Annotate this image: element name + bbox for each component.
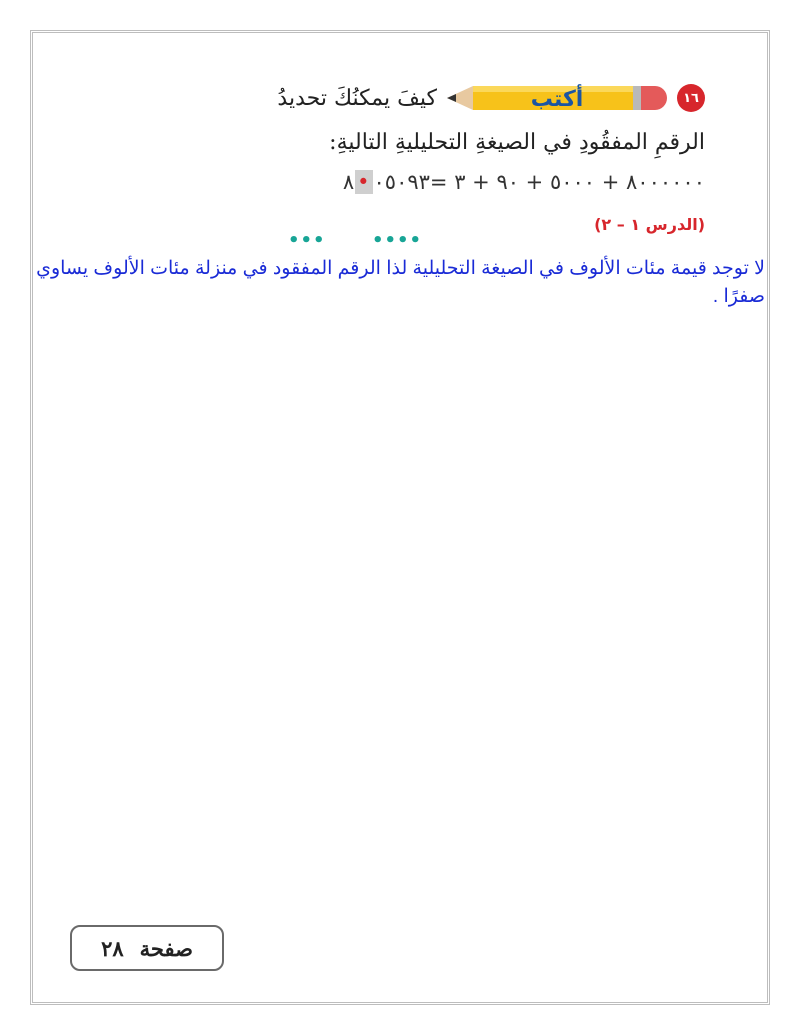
equation-right: = ٨٠٠٠٠٠٠ + ٥٠٠٠ + ٩٠ + ٣ xyxy=(429,170,705,194)
prompt-line-1: كيفَ يمكنُكَ تحديدُ xyxy=(277,85,437,111)
prompt-line-2: الرقمِ المفقُودِ في الصيغةِ التحليليةِ التاليةِ: xyxy=(329,130,705,155)
page-number: ٢٨ xyxy=(101,935,124,961)
decorative-dots-right: •••• xyxy=(372,230,423,251)
equation-left-prefix: ٨ xyxy=(342,170,355,194)
pencil-icon xyxy=(447,78,667,118)
equation-left-suffix: ٠٥٠٩٣ xyxy=(373,170,430,194)
page-label: صفحة xyxy=(139,935,193,961)
missing-digit: • xyxy=(357,170,371,194)
pencil-label: أكتب xyxy=(530,87,584,112)
lesson-reference: (الدرس ١ – ٢) xyxy=(594,215,705,234)
page-number-badge xyxy=(70,925,224,971)
decorative-dots-left: ••• xyxy=(288,230,326,251)
equation xyxy=(343,170,705,194)
question-number-badge: ١٦ xyxy=(677,84,705,112)
question-header xyxy=(277,78,705,118)
answer-text: لا توجد قيمة مئات الألوف في الصيغة التحليلية لذا الرقم المفقود في منزلة مئات الألوف يساوي صفرًا . xyxy=(36,258,765,307)
